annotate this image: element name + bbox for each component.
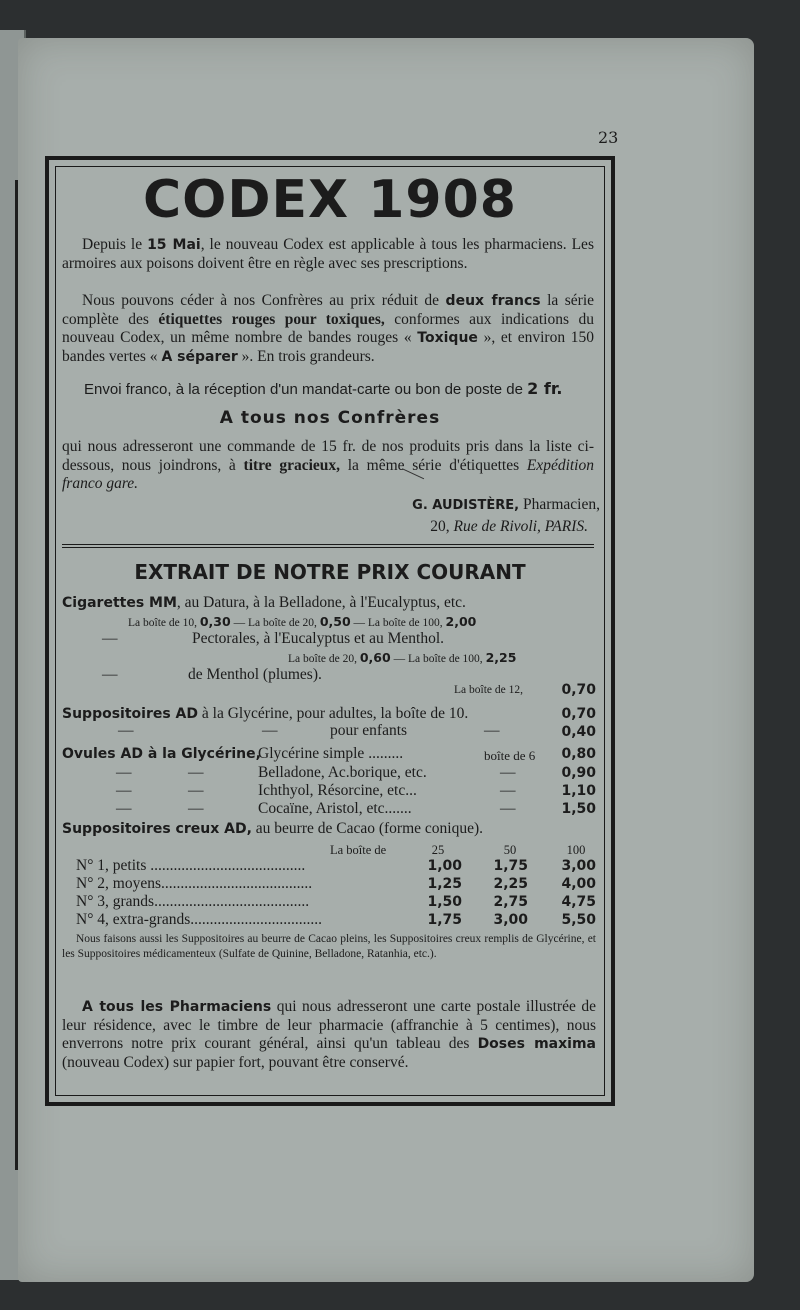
size-row-price: 1,25 — [427, 876, 462, 892]
ditto-dash: — — [484, 722, 500, 739]
offer-paragraph — [62, 292, 594, 366]
size-row-price: 5,50 — [561, 912, 596, 928]
suppositoires-creux-name: Suppositoires creux AD, — [62, 821, 252, 837]
offer-labels: étiquettes rouges pour toxiques, — [158, 310, 385, 328]
ovules-item-label: Cocaïne, Aristol, etc....... — [258, 800, 412, 817]
price-value: 0,50 — [319, 614, 351, 629]
price-label: La boîte de 20, — [288, 653, 360, 665]
price-label: — La boîte de 20, — [230, 617, 320, 629]
intro-text-1: Depuis le — [82, 236, 148, 253]
address-city: PARIS. — [544, 518, 588, 535]
ovules-item-price: 1,10 — [561, 783, 596, 799]
signature-title: Pharmacien, — [519, 496, 600, 513]
ditto-dash: — — [102, 630, 118, 647]
offer-text-3: conformes aux indications du nouveau Codex, un même nombre de bandes rouges « — [62, 310, 594, 346]
envoi-price: 2 fr. — [527, 379, 563, 398]
ovules-item-unit: — — [500, 800, 516, 817]
price-value: 2,25 — [485, 650, 517, 665]
frame-bottom-rule — [46, 1103, 612, 1105]
size-row-price: 3,00 — [493, 912, 528, 928]
size-row-label: N° 1, petits ........................................ — [76, 857, 306, 874]
enfants-price: 0,40 — [561, 724, 596, 740]
envoi-line — [84, 380, 594, 400]
price-list-heading: EXTRAIT DE NOTRE PRIX COURANT — [134, 560, 526, 584]
size-row-label: N° 3, grands........................................ — [76, 893, 310, 910]
box-size-label: La boîte de — [330, 843, 387, 857]
gift-text-1: qui nous adresseront une commande de 15 fr. de nos produits pris dans la liste ci-dessous, nous joindrons, à — [62, 438, 594, 474]
size-row-price: 4,75 — [561, 894, 596, 910]
size-row-price: 1,00 — [427, 858, 462, 874]
quantity-header: 25 — [431, 843, 445, 857]
gift-text-2: la même série d'étiquettes — [340, 456, 527, 474]
suppositoires-adult-price: 0,70 — [561, 706, 596, 722]
section-divider — [62, 544, 594, 548]
signature-name: G. AUDISTÈRE, — [412, 498, 520, 513]
suppositoires-note: Nous faisons aussi les Suppositoires au beurre de Cacao pleins, les Suppositoires creux remplis de Glycérine, et les Suppositoires médicamenteux (Sulfate de Quinine, Belladone, Ratanhia, etc.). — [62, 933, 596, 960]
ovules-item-price: 1,50 — [561, 801, 596, 817]
size-row-price: 3,00 — [561, 858, 596, 874]
pectorales-prices — [288, 650, 516, 665]
page-number: 23 — [598, 128, 619, 147]
signature — [260, 496, 600, 514]
suppositoires-creux-line — [62, 820, 483, 838]
suppositoires-ad-name: Suppositoires AD — [62, 706, 199, 722]
price-label: — La boîte de 100, — [350, 617, 446, 629]
ovules-item-unit: — — [500, 782, 516, 799]
codex-title: CODEX 1908 — [143, 170, 517, 230]
offer-toxique: Toxique — [417, 330, 478, 346]
cigarettes-desc: , au Datura, à la Belladone, à l'Eucalyptus, etc. — [176, 594, 466, 611]
gift-gracieux: titre gracieux, — [243, 456, 341, 474]
pectorales-line: Pectorales, à l'Eucalyptus et au Menthol. — [192, 630, 445, 647]
menthol-price: 0,70 — [561, 682, 596, 698]
closing-text-1: qui nous adresseront une carte postale illustrée de leur résidence, avec le timbre de leur pharmacie (affranchie à 5 centimes), nous enverrons notre prix courant général, ainsi qu'un tableau des — [62, 998, 597, 1052]
envoi-text: Envoi franco, à la réception d'un mandat-carte ou bon de poste de — [84, 381, 528, 398]
size-row-label: N° 4, extra-grands.................................. — [76, 911, 322, 928]
address-number: 20, — [430, 518, 454, 535]
ovules-item-unit: — — [500, 764, 516, 781]
gift-expedition: Expédition franco gare. — [62, 456, 594, 492]
size-row-price: 1,50 — [427, 894, 462, 910]
size-row-price: 1,75 — [493, 858, 528, 874]
cigarettes-prices — [128, 614, 476, 629]
ditto-dash: — — [116, 764, 132, 781]
offer-text-5: ». En trois grandeurs. — [237, 347, 375, 365]
intro-text-2: , le nouveau Codex est applicable à tous les pharmaciens. Les armoires aux poisons doivent être en règle avec ses prescriptions. — [62, 236, 594, 272]
address — [240, 518, 588, 536]
price-label: La boîte de 10, — [128, 617, 200, 629]
ditto-dash: — — [118, 722, 134, 739]
gift-paragraph — [62, 438, 594, 494]
menthol-price-label: La boîte de 12, — [454, 684, 523, 696]
offer-text-4: », et environ 150 bandes vertes « — [62, 329, 594, 365]
ditto-dash: — — [188, 782, 204, 799]
ovules-item-price: 0,90 — [561, 765, 596, 781]
closing-doses: Doses maxima — [477, 1036, 596, 1052]
intro-date: 15 Mai — [147, 237, 201, 253]
confreres-heading: A tous nos Confrères — [219, 408, 441, 428]
offer-text-1: Nous pouvons céder à nos Confrères au prix réduit de — [82, 292, 446, 309]
size-row-price: 2,25 — [493, 876, 528, 892]
suppositoires-ad-desc: à la Glycérine, pour adultes, la boîte de 10. — [198, 705, 469, 722]
closing-heading: A tous les Pharmaciens — [82, 999, 272, 1015]
ovules-item-unit: boîte de 6 — [484, 748, 536, 763]
quantity-header: 100 — [566, 843, 586, 857]
ovules-desc: à la Glycérine, — [142, 746, 261, 762]
offer-separer: A séparer — [161, 348, 238, 365]
ditto-dash: — — [116, 782, 132, 799]
ovules-item-label: Belladone, Ac.borique, etc. — [258, 764, 427, 781]
intro-paragraph — [62, 236, 594, 273]
price-value: 0,30 — [199, 614, 231, 629]
cigarettes-name: Cigarettes MM — [62, 595, 177, 611]
price-label: — La boîte de 100, — [390, 653, 486, 665]
size-row-price: 4,00 — [561, 876, 596, 892]
cigarettes-line — [62, 594, 466, 612]
ovules-item-price: 0,80 — [561, 746, 596, 762]
closing-text-2: (nouveau Codex) sur papier fort, pouvant être conservé. — [62, 1053, 409, 1071]
ditto-dash: — — [188, 800, 204, 817]
quantity-header: 50 — [503, 843, 517, 857]
enfants-label: pour enfants — [330, 722, 408, 739]
offer-text-2: la série complète des — [62, 292, 595, 328]
size-row-label: N° 2, moyens....................................... — [76, 875, 313, 892]
menthol-line: de Menthol (plumes). — [188, 666, 322, 683]
suppositoires-creux-desc: au beurre de Cacao (forme conique). — [251, 820, 483, 837]
ovules-line — [62, 745, 261, 763]
ovules-item-label: Ichthyol, Résorcine, etc... — [258, 782, 417, 799]
suppositoires-ad-line — [62, 705, 468, 723]
ditto-dash: — — [116, 800, 132, 817]
ditto-dash: — — [102, 666, 118, 683]
offer-price: deux francs — [445, 293, 541, 309]
size-row-price: 2,75 — [493, 894, 528, 910]
price-value: 0,60 — [359, 650, 391, 665]
ovules-name: Ovules AD — [62, 746, 143, 762]
closing-paragraph — [62, 998, 596, 1072]
address-street: Rue de Rivoli, — [453, 518, 545, 535]
price-value: 2,00 — [445, 614, 477, 629]
ditto-dash: — — [188, 764, 204, 781]
size-row-price: 1,75 — [427, 912, 462, 928]
ovules-item-label: Glycérine simple ......... — [258, 745, 404, 762]
ditto-dash: — — [262, 722, 278, 739]
